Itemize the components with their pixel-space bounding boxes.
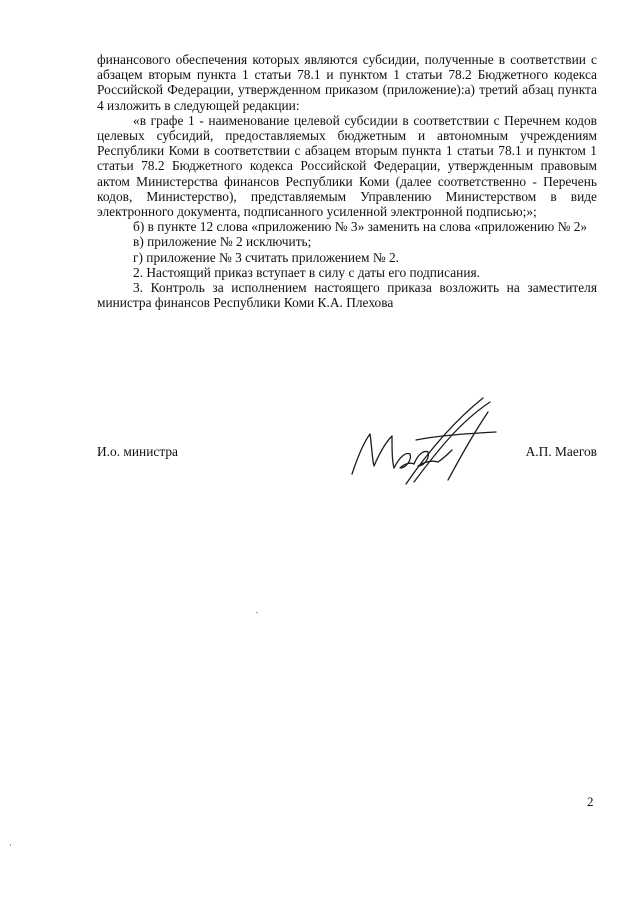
paragraph-continuation: финансового обеспечения которых являются субсидии, полученные в соответствии с абзацем вторым пункта 1 статьи 78.1 и пунктом 1 статьи 78.2 Бюджетного кодекса Российской Федерации, утвержденном приказом (приложение):а) третий абзац пункта 4 изложить в следующей редакции: <box>97 52 597 113</box>
document-body <box>97 52 597 310</box>
scan-speck <box>10 844 11 846</box>
paragraph-item-b: б) в пункте 12 слова «приложению № 3» заменить на слова «приложению № 2» <box>133 219 588 235</box>
scan-speck <box>256 612 258 613</box>
paragraph-point-3: 3. Контроль за исполнением настоящего приказа возложить на заместителя министра финансов Республики Коми К.А. Плехова <box>97 280 597 311</box>
signatory-name: А.П. Маегов <box>525 444 597 459</box>
paragraph-point-2: 2. Настоящий приказ вступает в силу с даты его подписания. <box>133 264 480 280</box>
paragraph-item-v: в) приложение № 2 исключить; <box>133 234 312 250</box>
paragraph-quoted-amendment: «в графе 1 - наименование целевой субсидии в соответствии с Перечнем кодов целевых субсидий, предоставляемых бюджетным и автономным учреждениям Республики Коми в соответствии с абзацем вторым пункта 1 статьи 78.1 и пунктом 1 статьи 78.2 Бюджетного кодекса Российской Федерации, утвержденным правовым актом Министерства финансов Республики Коми (далее соответственно - Перечень кодов, Министерство), представляемым Управлению Министерством в виде электронного документа, подписанного усиленной электронной подписью;»; <box>97 112 597 220</box>
handwritten-signature <box>348 392 508 492</box>
page-number: 2 <box>587 794 594 809</box>
signature-row <box>97 444 597 460</box>
signatory-position: И.о. министра <box>97 444 178 459</box>
paragraph-item-g: г) приложение № 3 считать приложением № 2. <box>133 249 400 265</box>
